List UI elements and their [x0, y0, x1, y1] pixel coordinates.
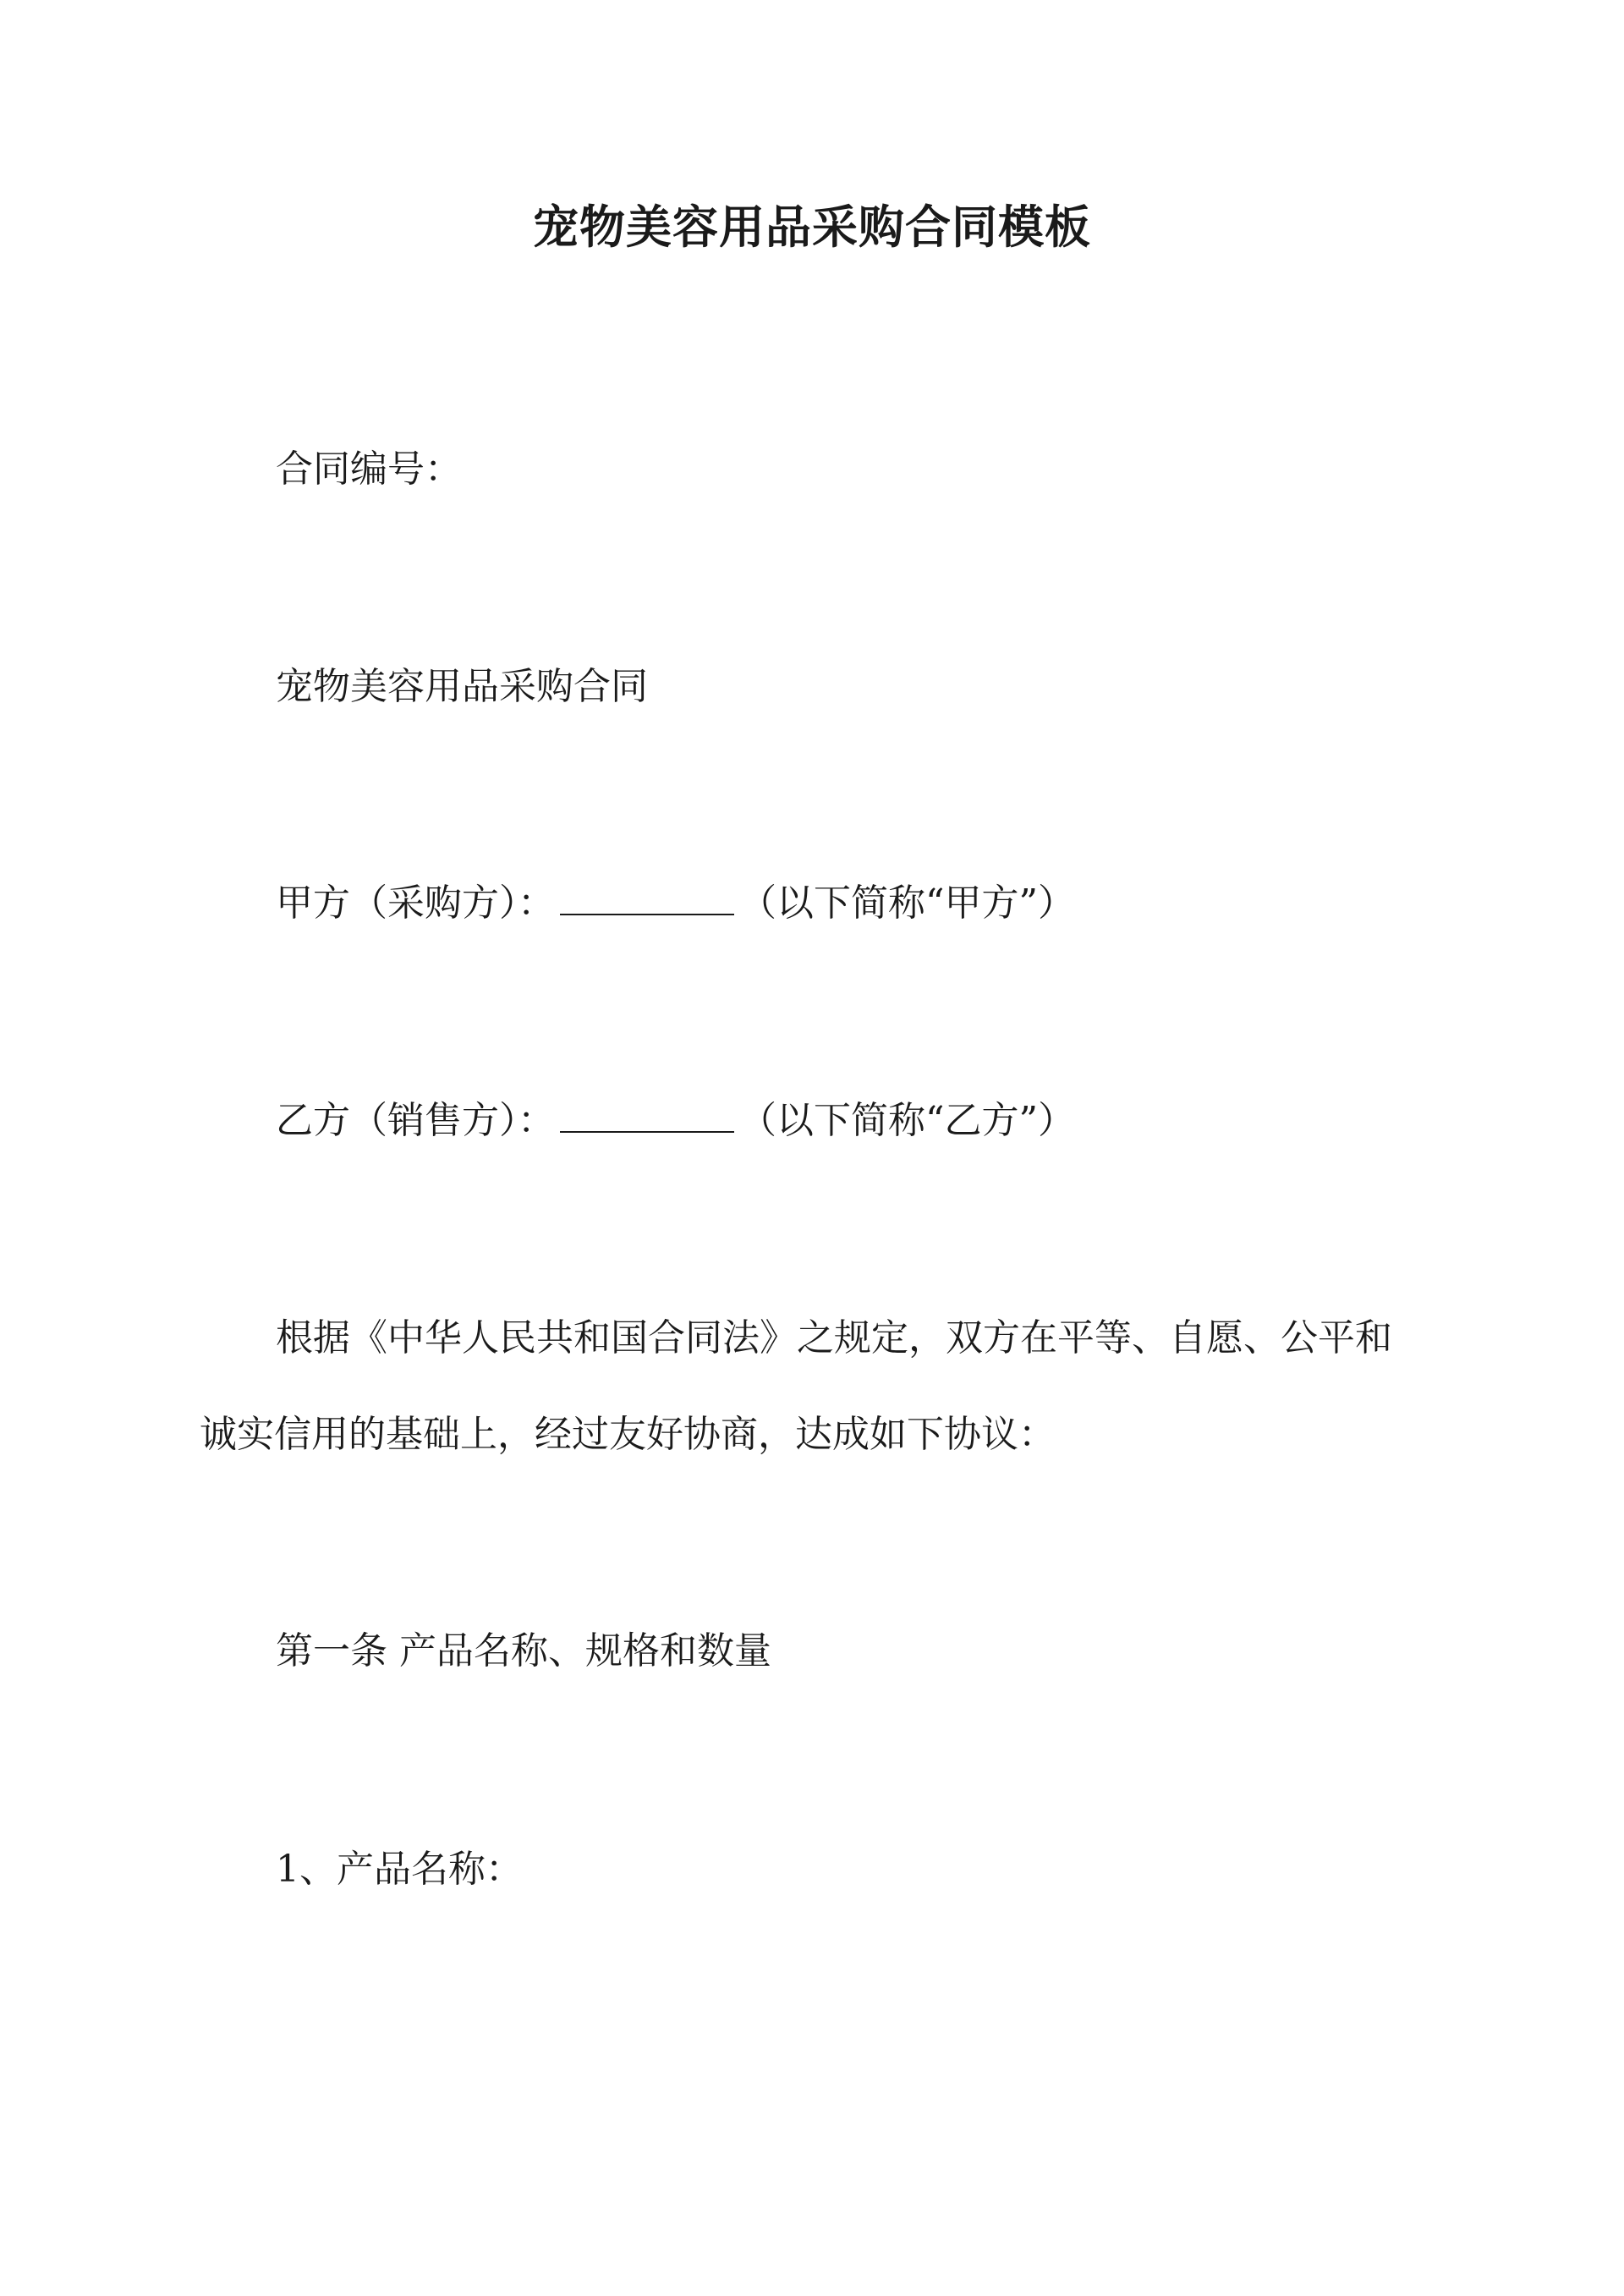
- party-b-line: [200, 1096, 1502, 1146]
- party-b-prefix: 乙方（销售方）：: [276, 1099, 555, 1142]
- party-a-line: [200, 878, 1502, 929]
- preamble-line-2: 诚实信用的基础上，经过友好协商，达成如下协议：: [200, 1413, 1056, 1456]
- document-title: 宠物美容用品采购合同模板: [533, 200, 1091, 254]
- party-a-suffix: （以下简称“甲方”）: [739, 882, 1075, 925]
- party-a-prefix: 甲方（采购方）：: [276, 882, 555, 925]
- party-b-suffix: （以下简称“乙方”）: [739, 1099, 1075, 1142]
- party-b-blank-field[interactable]: [560, 1097, 734, 1133]
- article-1-heading: 第一条 产品名称、规格和数量: [276, 1629, 771, 1673]
- item-1-label: 1、产品名称：: [276, 1848, 523, 1891]
- contract-name: 宠物美容用品采购合同: [276, 665, 648, 708]
- preamble-line-1: 根据《中华人民共和国合同法》之规定，双方在平等、自愿、公平和: [276, 1316, 1392, 1359]
- contract-number-label: 合同编号：: [276, 448, 462, 491]
- party-a-blank-field[interactable]: [560, 880, 734, 915]
